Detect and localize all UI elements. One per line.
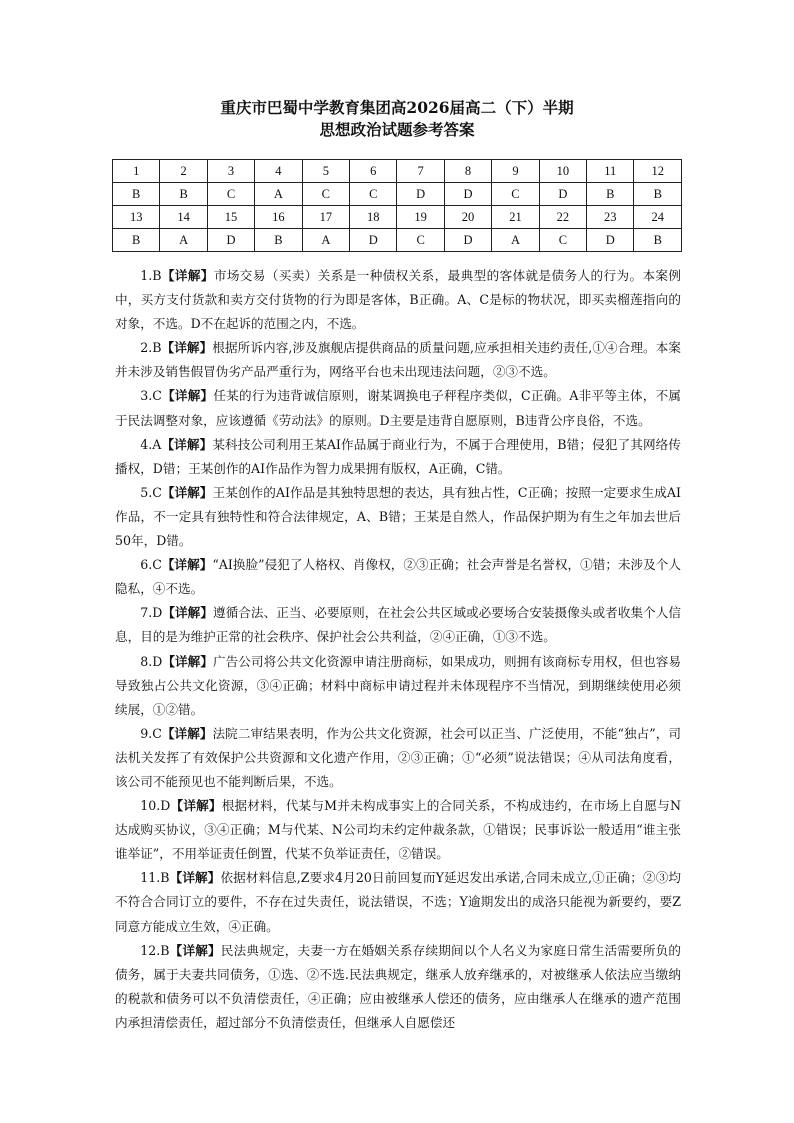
explanation-tag: 【详解】 bbox=[161, 268, 214, 283]
explanation-text: 广告公司将公共文化资源申请注册商标，如果成功，则拥有该商标专用权，但也容易导致独占公共文化资源，③④正确；材料中商标申请过程并未体现程序不当情况，到期继续使用必须续展，①②错。 bbox=[115, 653, 682, 717]
question-number-cell: 18 bbox=[350, 206, 397, 229]
answer-cell: D bbox=[539, 183, 586, 206]
answer-key: 6.C bbox=[140, 557, 162, 573]
answer-cell: D bbox=[587, 229, 634, 252]
answer-key: 7.D bbox=[140, 605, 163, 621]
answer-key: 8.D bbox=[140, 653, 163, 669]
explanation-tag: 【详解】 bbox=[169, 942, 221, 958]
question-number-cell: 5 bbox=[302, 160, 349, 183]
explanation-paragraph bbox=[115, 384, 681, 432]
explanation-text: 王某创作的AI作品是其独特思想的表达，具有独占性，C正确；按照一定要求生成AI作品，不一定具有独特性和符合法律规定，A、B错；王某是自然人，作品保护期为有生之年加去世后50年，D错。 bbox=[115, 484, 681, 549]
answer-row bbox=[113, 183, 682, 206]
answer-key: 4.A bbox=[140, 436, 162, 452]
question-number-cell: 2 bbox=[160, 160, 207, 183]
explanation-text: 某科技公司利用王某AI作品属于商业行为，不属于合理使用，B错；侵犯了其网络传播权，D错；王某创作的AI作品作为智力成果拥有版权，A正确，C错。 bbox=[115, 436, 682, 476]
explanation-text: 任某的行为违背诚信原则，谢某调换电子秤程序类似，C正确。A非平等主体，不属于民法调整对象，应该遵循《劳动法》的原则。D主要是违背自愿原则，B违背公序良俗，不选。 bbox=[115, 388, 682, 428]
explanation-tag: 【详解】 bbox=[169, 870, 221, 886]
explanation-paragraph bbox=[115, 866, 681, 938]
explanation-tag: 【详解】 bbox=[161, 484, 213, 500]
answer-cell: D bbox=[444, 183, 491, 206]
explanation-tag: 【详解】 bbox=[162, 605, 213, 621]
question-number-cell: 7 bbox=[397, 160, 444, 183]
question-number-cell: 3 bbox=[207, 160, 254, 183]
answer-cell: C bbox=[207, 183, 254, 206]
explanation-text: 遵循合法、正当、必要原则，在社会公共区域或必要场合安装摄像头或者收集个人信息，目的是为维护正常的社会秩序、保护社会公共利益，②④正确，①③不选。 bbox=[115, 605, 682, 645]
question-number-cell: 21 bbox=[492, 206, 539, 229]
explanation-paragraph bbox=[115, 264, 681, 336]
question-number-row bbox=[113, 160, 682, 183]
explanation-text: “AI换脸”侵犯了人格权、肖像权，②③正确；社会声誉是名誉权，①错；未涉及个人隐私，④不选。 bbox=[115, 557, 682, 597]
explanation-text: 根据所诉内容,涉及旗舰店提供商品的质量问题,应承担相关违约责任,①④合理。本案并未涉及销售假冒伪劣产品严重行为，网络平台也未出现违法问题，②③不选。 bbox=[115, 340, 682, 380]
question-number-row bbox=[113, 206, 682, 229]
explanation-tag: 【详解】 bbox=[161, 725, 213, 741]
question-number-cell: 22 bbox=[539, 206, 586, 229]
answer-key: 12.B bbox=[140, 942, 170, 958]
explanation-tag: 【详解】 bbox=[161, 557, 213, 573]
answer-key: 2.B bbox=[140, 340, 162, 356]
explanation-paragraph bbox=[115, 650, 681, 722]
question-number-cell: 4 bbox=[255, 160, 302, 183]
question-number-cell: 17 bbox=[302, 206, 349, 229]
answer-key: 9.C bbox=[140, 725, 162, 741]
question-number-cell: 16 bbox=[255, 206, 302, 229]
answer-cell: B bbox=[160, 183, 207, 206]
answer-row bbox=[113, 229, 682, 252]
doc-title: 重庆市巴蜀中学教育集团高2026届高二（下）半期 bbox=[220, 98, 574, 117]
answer-cell: D bbox=[444, 229, 491, 252]
answer-cell: D bbox=[350, 229, 397, 252]
answer-key: 3.C bbox=[140, 388, 162, 404]
explanation-paragraph bbox=[115, 939, 681, 1035]
answer-cell: B bbox=[255, 229, 302, 252]
question-number-cell: 8 bbox=[444, 160, 491, 183]
explanation-text: 依据材料信息,Z要求4月20日前回复而Y延迟发出承诺,合同未成立,①正确；②③均不符合合同订立的要件，不存在过失责任，说法错误，不选；Y逾期发出的成洛只能视为新要约，要Z同意方能成立生效，④正确。 bbox=[115, 870, 681, 934]
answer-cell: B bbox=[587, 183, 634, 206]
answer-cell: C bbox=[539, 229, 586, 252]
answer-cell: B bbox=[634, 229, 682, 252]
question-number-cell: 11 bbox=[587, 160, 634, 183]
question-number-cell: 15 bbox=[207, 206, 254, 229]
answer-cell: D bbox=[207, 229, 254, 252]
explanation-tag: 【详解】 bbox=[161, 340, 213, 356]
question-number-cell: 23 bbox=[587, 206, 634, 229]
question-number-cell: 13 bbox=[113, 206, 160, 229]
question-number-cell: 12 bbox=[634, 160, 682, 183]
explanation-text: 市场交易（买卖）关系是一种债权关系，最典型的客体就是债务人的行为。本案例中，买方支付货款和卖方交付货物的行为即是客体，B正确。A、C是标的物状况，即买卖榴莲指向的对象，不选。D不在起诉的范围之内，不选。 bbox=[115, 268, 682, 332]
explanation-text: 根据材料，代某与M并未构成事实上的合同关系，不构成违约，在市场上自愿与N达成购买协议，③④正确；M与代某、N公司均未约定仲裁条款，①错误；民事诉讼一般适用“谁主张谁举证”，不用举证责任倒置，代某不负举证责任，②错误。 bbox=[115, 798, 682, 862]
explanation-tag: 【详解】 bbox=[161, 388, 214, 404]
answer-cell: C bbox=[350, 183, 397, 206]
question-number-cell: 20 bbox=[444, 206, 491, 229]
explanation-paragraph bbox=[115, 481, 681, 553]
explanation-tag: 【详解】 bbox=[162, 653, 213, 669]
question-number-cell: 24 bbox=[634, 206, 682, 229]
answer-key: 11.B bbox=[140, 870, 170, 886]
explanation-tag: 【详解】 bbox=[170, 798, 222, 814]
question-number-cell: 1 bbox=[113, 160, 160, 183]
answer-cell: A bbox=[492, 229, 539, 252]
question-number-cell: 14 bbox=[160, 206, 207, 229]
answer-key: 1.B bbox=[140, 268, 162, 283]
explanation-paragraph bbox=[115, 433, 681, 481]
answer-cell: A bbox=[255, 183, 302, 206]
answer-table bbox=[112, 159, 682, 252]
explanation-paragraph bbox=[115, 336, 681, 384]
answer-cell: C bbox=[397, 229, 444, 252]
question-number-cell: 6 bbox=[350, 160, 397, 183]
explanation-text: 法院二审结果表明，作为公共文化资源，社会可以正当、广泛使用，不能“独占”，司法机关发挥了有效保护公共资源和文化遗产作用，②③正确；①“必须”说法错误；④从司法角度看，该公司不能预见也不能判断后果，不选。 bbox=[115, 725, 681, 789]
explanation-list bbox=[115, 264, 681, 1035]
question-number-cell: 9 bbox=[492, 160, 539, 183]
question-number-cell: 19 bbox=[397, 206, 444, 229]
explanation-tag: 【详解】 bbox=[161, 436, 213, 452]
answer-cell: B bbox=[113, 183, 160, 206]
answer-cell: A bbox=[160, 229, 207, 252]
answer-cell: B bbox=[113, 229, 160, 252]
explanation-paragraph bbox=[115, 722, 681, 794]
answer-key: 10.D bbox=[140, 798, 171, 814]
explanation-paragraph bbox=[115, 794, 681, 866]
explanation-paragraph bbox=[115, 601, 681, 649]
answer-cell: C bbox=[492, 183, 539, 206]
explanation-paragraph bbox=[115, 553, 681, 601]
doc-subtitle: 思想政治试题参考答案 bbox=[319, 120, 475, 139]
question-number-cell: 10 bbox=[539, 160, 586, 183]
answer-cell: B bbox=[634, 183, 682, 206]
answer-key: 5.C bbox=[140, 484, 162, 500]
answer-cell: C bbox=[302, 183, 349, 206]
explanation-text: 民法典规定，夫妻一方在婚姻关系存续期间以个人名义为家庭日常生活需要所负的债务，属于夫妻共同债务，①选、②不选.民法典规定，继承人放弃继承的，对被继承人依法应当缴纳的税款和债务可以不负清偿责任，④正确；应由被继承人偿还的债务，应由继承人在继承的遗产范围内承担清偿责任，超过部分不负清偿责任，但继承人自愿偿还 bbox=[115, 942, 682, 1030]
answer-cell: D bbox=[397, 183, 444, 206]
answer-cell: A bbox=[302, 229, 349, 252]
